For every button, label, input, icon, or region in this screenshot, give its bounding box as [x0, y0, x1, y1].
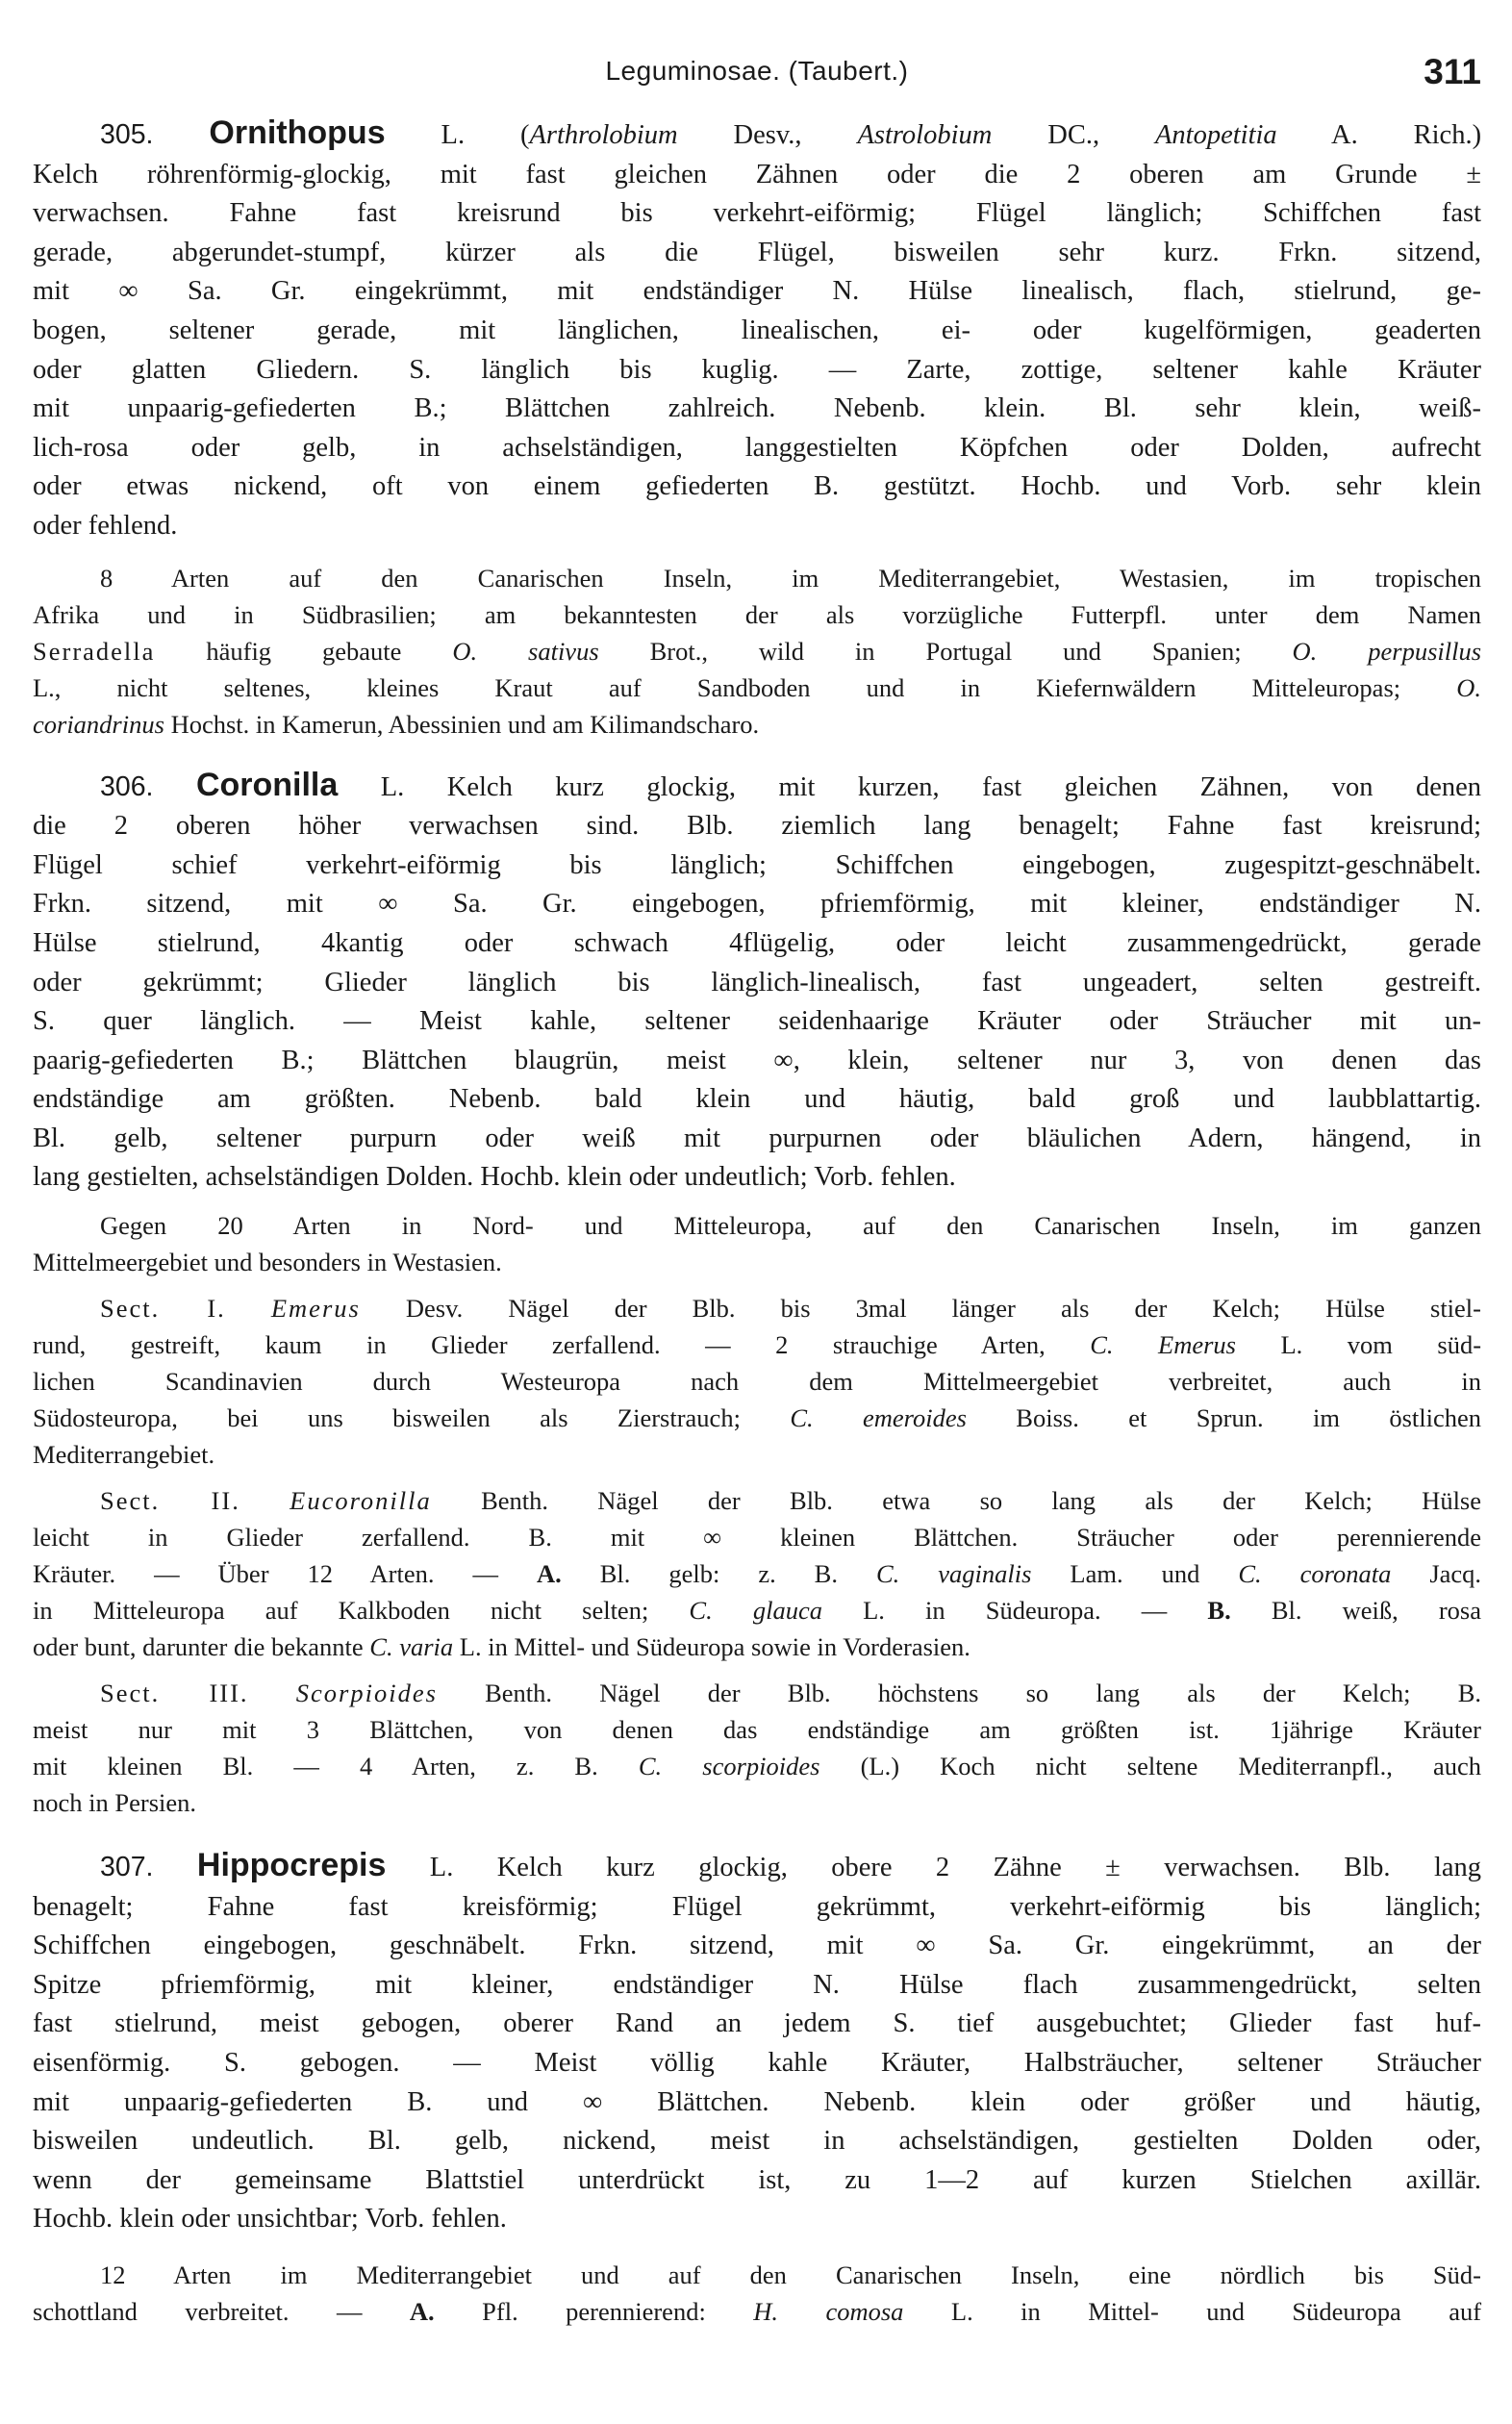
text-line: S. quer länglich. — Meist kahle, seltener seidenhaarige Kräuter oder Sträucher mit un-	[33, 1006, 1481, 1037]
text-line: Flügel schief verkehrt-eiförmig bis länglich; Schiffchen eingebogen, zugespitzt-geschnäbelt.	[33, 849, 1481, 880]
text-line: benagelt; Fahne fast kreisförmig; Flügel gekrümmt, verkehrt-eiförmig bis länglich;	[33, 1891, 1481, 1922]
page-number: 311	[1424, 52, 1481, 91]
text-line: Hülse stielrund, 4kantig oder schwach 4flügelig, oder leicht zusammengedrückt, gerade	[33, 927, 1481, 958]
text-line: Kräuter. — Über 12 Arten. — A. Bl. gelb: z. B. C. vaginalis Lam. und C. coronata Jacq.	[33, 1559, 1482, 1589]
section-emerus	[33, 1290, 1481, 1473]
page-header	[33, 0, 1481, 114]
genus-description	[33, 766, 1481, 1199]
text-line: Frkn. sitzend, mit ∞ Sa. Gr. eingebogen, pfriemförmig, mit kleiner, endständiger N.	[33, 889, 1481, 920]
genus-author: L.	[441, 120, 466, 150]
section-name: Scorpioides	[295, 1679, 438, 1708]
text-line: 306. Coronilla L. Kelch kurz glockig, mit kurzen, fast gleichen Zähnen, von denen	[100, 766, 1481, 803]
text-line: oder glatten Gliedern. S. länglich bis kuglig. — Zarte, zottige, seltener kahle Kräuter	[33, 354, 1481, 385]
text-line: oder fehlend.	[33, 510, 178, 541]
distribution-note	[33, 1207, 1481, 1280]
text-line: eisenförmig. S. gebogen. — Meist völlig kahle Kräuter, Halbsträucher, seltener Sträucher	[33, 2048, 1481, 2079]
text-line: leicht in Glieder zerfallend. B. mit ∞ kleinen Blättchen. Sträucher oder perennierende	[33, 1523, 1481, 1553]
text-line: Serradella häufig gebaute O. sativus Brot., wild in Portugal und Spanien; O. perpusillus	[33, 636, 1482, 666]
genus-307-hippocrepis	[33, 1846, 1481, 2330]
genus-description	[33, 114, 1481, 546]
text-line: Mediterrangebiet.	[33, 1440, 215, 1470]
text-line: die 2 oberen höher verwachsen sind. Blb. ziemlich lang benagelt; Fahne fast kreisrund;	[33, 811, 1481, 842]
text-line: Schiffchen eingebogen, geschnäbelt. Frkn. sitzend, mit ∞ Sa. Gr. eingekrümmt, an der	[33, 1931, 1481, 1961]
genus-305-ornithopus	[33, 114, 1481, 743]
text-line: meist nur mit 3 Blättchen, von denen das endständige am größten ist. 1jährige Kräuter	[33, 1715, 1481, 1745]
genus-name: Hippocrepis	[196, 1847, 387, 1884]
text-line: mit unpaarig-gefiederten B. und ∞ Blättchen. Nebenb. klein oder größer und häutig,	[33, 2086, 1481, 2117]
text-line: Mittelmeergebiet und besonders in Westasien.	[33, 1248, 502, 1277]
text-line: lich-rosa oder gelb, in achselständigen, langgestielten Köpfchen oder Dolden, aufrecht	[33, 432, 1481, 463]
text-line: lang gestielten, achselständigen Dolden. Hochb. klein oder undeutlich; Vorb. fehlen.	[33, 1162, 956, 1193]
text-line: endständige am größten. Nebenb. bald klein und häutig, bald groß und laubblattartig.	[33, 1084, 1481, 1115]
text-line: L., nicht seltenes, kleines Kraut auf Sandboden und in Kiefernwäldern Mitteleuropas; O.	[33, 672, 1481, 702]
genus-number: 305.	[100, 119, 154, 150]
text-line: paarig-gefiederten B.; Blättchen blaugrün, meist ∞, klein, seltener nur 3, von denen das	[33, 1045, 1481, 1075]
distribution-note	[33, 560, 1481, 743]
text-line	[33, 114, 1481, 156]
genus-number: 306.	[100, 770, 154, 802]
text-line: coriandrinus Hochst. in Kamerun, Abessinien und am Kilimandscharo.	[33, 709, 760, 739]
page-body	[33, 114, 1481, 2330]
text-line: oder bunt, darunter die bekannte C. varia L. in Mittel- und Südeuropa sowie in Vorderasien.	[33, 1632, 970, 1662]
section-name: Emerus	[270, 1294, 361, 1324]
text-line: mit unpaarig-gefiederten B.; Blättchen zahlreich. Nebenb. klein. Bl. sehr klein, weiß-	[33, 393, 1481, 424]
genus-description	[33, 1846, 1481, 2239]
section-label: Sect. I.	[100, 1294, 226, 1324]
text-line: Bl. gelb, seltener purpurn oder weiß mit purpurnen oder bläulichen Adern, hängend, in	[33, 1123, 1481, 1153]
text-line: 12 Arten im Mediterrangebiet und auf den Canarischen Inseln, eine nördlich bis Süd-	[100, 2260, 1481, 2289]
text-line: lichen Scandinavien durch Westeuropa nach dem Mittelmeergebiet verbreitet, auch in	[33, 1367, 1481, 1397]
text-line: Spitze pfriemförmig, mit kleiner, endständiger N. Hülse flach zusammengedrückt, selten	[33, 1969, 1481, 2000]
section-eucoronilla	[33, 1482, 1481, 1665]
text-line: Südosteuropa, bei uns bisweilen als Zierstrauch; C. emeroides Boiss. et Sprun. im östlichen	[33, 1403, 1482, 1433]
text-line: verwachsen. Fahne fast kreisrund bis verkehrt-eiförmig; Flügel länglich; Schiffchen fast	[33, 198, 1481, 229]
text-line: fast stielrund, meist gebogen, oberer Rand an jedem S. tief ausgebuchtet; Glieder fast huf-	[33, 2008, 1481, 2039]
text-line: bisweilen undeutlich. Bl. gelb, nickend, meist in achselständigen, gestielten Dolden oder,	[33, 2126, 1481, 2157]
running-title: Leguminosae. (Taubert.)	[605, 56, 909, 86]
text-line: wenn der gemeinsame Blattstiel unterdrückt ist, zu 1—2 auf kurzen Stielchen axillär.	[33, 2164, 1481, 2195]
section-name: Eucoronilla	[290, 1486, 432, 1516]
text-line: mit ∞ Sa. Gr. eingekrümmt, mit endständiger N. Hülse linealisch, flach, stielrund, ge-	[33, 276, 1481, 307]
genus-name: Coronilla	[195, 766, 339, 803]
text-line: Kelch röhrenförmig-glockig, mit fast gleichen Zähnen oder die 2 oberen am Grunde ±	[33, 159, 1481, 189]
section-label: Sect. III.	[100, 1679, 249, 1708]
text-line: Afrika und in Südbrasilien; am bekanntesten der als vorzügliche Futterpfl. unter dem Namen	[33, 599, 1481, 629]
genus-306-coronilla	[33, 766, 1481, 1822]
section-scorpioides	[33, 1675, 1481, 1821]
text-line: oder etwas nickend, oft von einem gefiederten B. gestützt. Hochb. und Vorb. sehr klein	[33, 471, 1481, 502]
synonyms: (Arthrolobium Desv., Astrolobium DC., Antopetitia A. Rich.)	[520, 120, 1482, 150]
genus-name: Ornithopus	[209, 114, 386, 151]
text-line: gerade, abgerundet-stumpf, kürzer als die Flügel, bisweilen sehr kurz. Frkn. sitzend,	[33, 237, 1481, 267]
text-line: oder gekrümmt; Glieder länglich bis länglich-linealisch, fast ungeadert, selten gestreift.	[33, 967, 1481, 997]
genus-number: 307.	[100, 1852, 154, 1883]
text-line: noch in Persien.	[33, 1788, 197, 1818]
text-line: rund, gestreift, kaum in Glieder zerfallend. — 2 strauchige Arten, C. Emerus L. vom süd-	[33, 1330, 1482, 1360]
distribution-note	[33, 2257, 1481, 2330]
text-line: Sect. I. Emerus Desv. Nägel der Blb. bis 3mal länger als der Kelch; Hülse stiel-	[100, 1294, 1481, 1324]
text-line: bogen, seltener gerade, mit länglichen, linealischen, ei- oder kugelförmigen, geaderten	[33, 315, 1481, 345]
text-line: Sect. II. Eucoronilla Benth. Nägel der Blb. etwa so lang als der Kelch; Hülse	[100, 1486, 1482, 1516]
text-line: in Mitteleuropa auf Kalkboden nicht selten; C. glauca L. in Südeuropa. — B. Bl. weiß, rosa	[33, 1596, 1481, 1626]
text-line: Hochb. klein oder unsichtbar; Vorb. fehlen.	[33, 2204, 507, 2235]
text-line: schottland verbreitet. — A. Pfl. perennierend: H. comosa L. in Mittel- und Südeuropa auf	[33, 2297, 1482, 2326]
text-line: Sect. III. Scorpioides Benth. Nägel der Blb. höchstens so lang als der Kelch; B.	[100, 1679, 1482, 1708]
text-line: 307. Hippocrepis L. Kelch kurz glockig, obere 2 Zähne ± verwachsen. Blb. lang	[100, 1847, 1482, 1884]
text-line: 8 Arten auf den Canarischen Inseln, im Mediterrangebiet, Westasien, im tropischen	[100, 563, 1481, 593]
section-label: Sect. II.	[100, 1486, 240, 1516]
text-line: Gegen 20 Arten in Nord- und Mitteleuropa, auf den Canarischen Inseln, im ganzen	[100, 1211, 1481, 1241]
text-line: mit kleinen Bl. — 4 Arten, z. B. C. scorpioides (L.) Koch nicht seltene Mediterranpfl., auch	[33, 1752, 1482, 1781]
